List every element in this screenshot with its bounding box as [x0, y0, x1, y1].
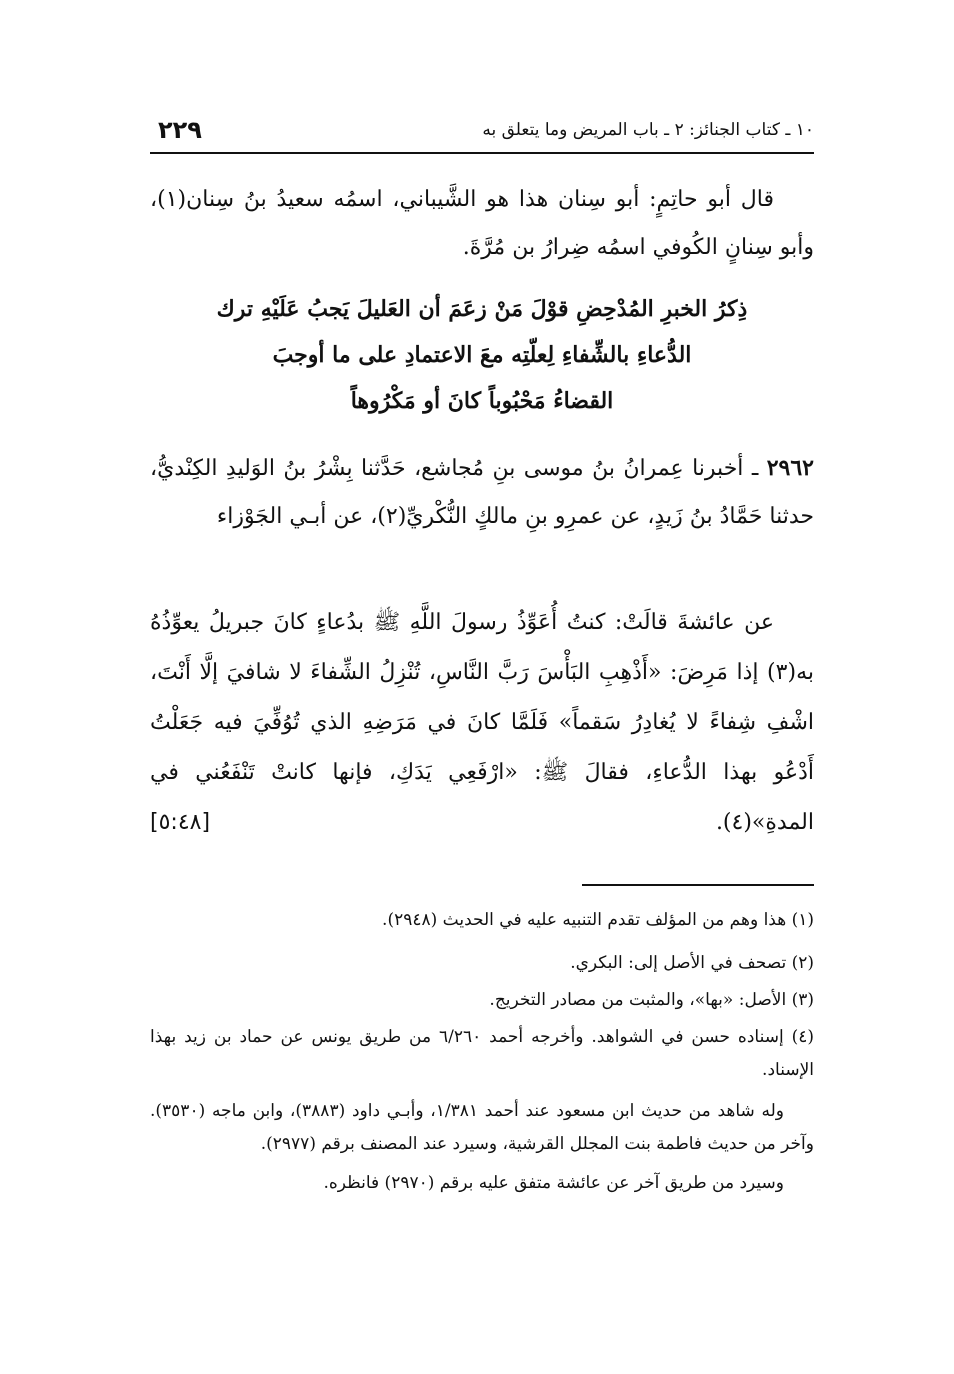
hadith-isnad	[150, 444, 814, 541]
footnote-2: (٢) تصحف في الأصل إلى: البكري.	[570, 953, 814, 973]
matn-text: عن عائشةَ قالَتْ: كنتُ أُعَوِّذُ رسولَ اللَّهِ ﷺ بدُعاءٍ كانَ جبريلُ يعوِّذُهُ به(٣) إذا مَرِضَ: «أَذْهِبِ البَأْسَ رَبَّ النَّاسِ، تُنْزِلُ الشِّفاءَ لا شافيَ إلَّا أَنْتَ، اشْفِ شِفاءً لا يُغادِرُ سَقماً» فَلَمَّا كانَ في مَرَضِهِ الذي تُوُفِّيَ فيه جَعَلْتُ أَدْعُو بهذا الدُّعاءِ، فقالَ ﷺ: «ارْفَعِي يَدَكِ، فإنها كانتْ تَنْفَعُني في المدةِ»(٤).	[150, 610, 814, 835]
footnote-4-extra-1: وله شاهد من حديث ابن مسعود عند أحمد ١/٣٨١، وأبـي داود (٣٨٨٣)، وابن ماجه (٣٥٣٠). وآخر من حديث فاطمة بنت المجلل القرشية، وسيرد عند المصنف برقم (٢٩٧٧).	[150, 1101, 814, 1154]
footnote-3: (٣) الأصل: «بها»، والمثبت من مصادر التخريج.	[489, 990, 814, 1010]
chapter-heading	[180, 286, 784, 424]
intro-paragraph	[150, 176, 814, 272]
intro-text: قال أبو حاتِمٍ: أبو سِنان هذا هو الشَّيباني، اسمُه سعيدُ بنُ سِنان(١)، وأبو سِنانٍ الكُوفي اسمُه ضِرارُ بن مُرَّةَ.	[150, 187, 814, 260]
hadith-number: ٢٩٦٢	[766, 455, 814, 481]
hadith-reference: [٥:٤٨]	[150, 810, 211, 835]
isnad-paragraph	[150, 444, 814, 541]
page-number: ٢٢٩	[158, 116, 202, 144]
hadith-matn	[150, 598, 814, 848]
footnote-1: (١) هذا وهم من المؤلف تقدم التنبيه عليه في الحديث (٢٩٤٨).	[382, 910, 814, 930]
footnotes	[150, 904, 814, 1200]
footnote-4: (٤) إسناده حسن في الشواهد. وأخرجه أحمد ٦/٢٦٠ من طريق يونس عن حماد بن زيد بهذا الإسناد.	[150, 1027, 815, 1080]
chapter-heading-line-2: الدُّعاءِ بالشِّفاءِ لِعلّتِه معَ الاعتمادِ على ما أوجبَ	[272, 342, 692, 368]
chapter-heading-line-3: القضاءُ مَحْبُوباً كانَ أو مَكْرُوهاً	[350, 388, 614, 414]
matn-paragraph	[150, 598, 814, 848]
footnote-divider	[582, 884, 814, 886]
footnote-4-extra-2: وسيرد من طريق آخر عن عائشة متفق عليه برقم (٢٩٧٠) فانظره.	[323, 1173, 784, 1193]
isnad-text: ـ أخبرنا عِمرانُ بنُ موسى بنِ مُجاشع، حَدَّثنا بِشْرُ بنُ الوَليدِ الكِنْديُّ، حدثنا حَمَّادُ بنُ زَيدٍ، عن عمرِو بنِ مالكٍ النُّكْريِّ(٢)، عن أبـي الجَوْزاء	[150, 456, 814, 529]
page-header	[150, 112, 814, 154]
chapter-heading-line-1: ذِكرُ الخبرِ المُدْحِضِ قوْلَ مَنْ زعَمَ أن العَليلَ يَجبُ عَلَيْهِ ترك	[216, 296, 748, 322]
running-head: ١٠ ـ كتاب الجنائز: ٢ ـ باب المريض وما يتعلق به	[482, 120, 814, 140]
